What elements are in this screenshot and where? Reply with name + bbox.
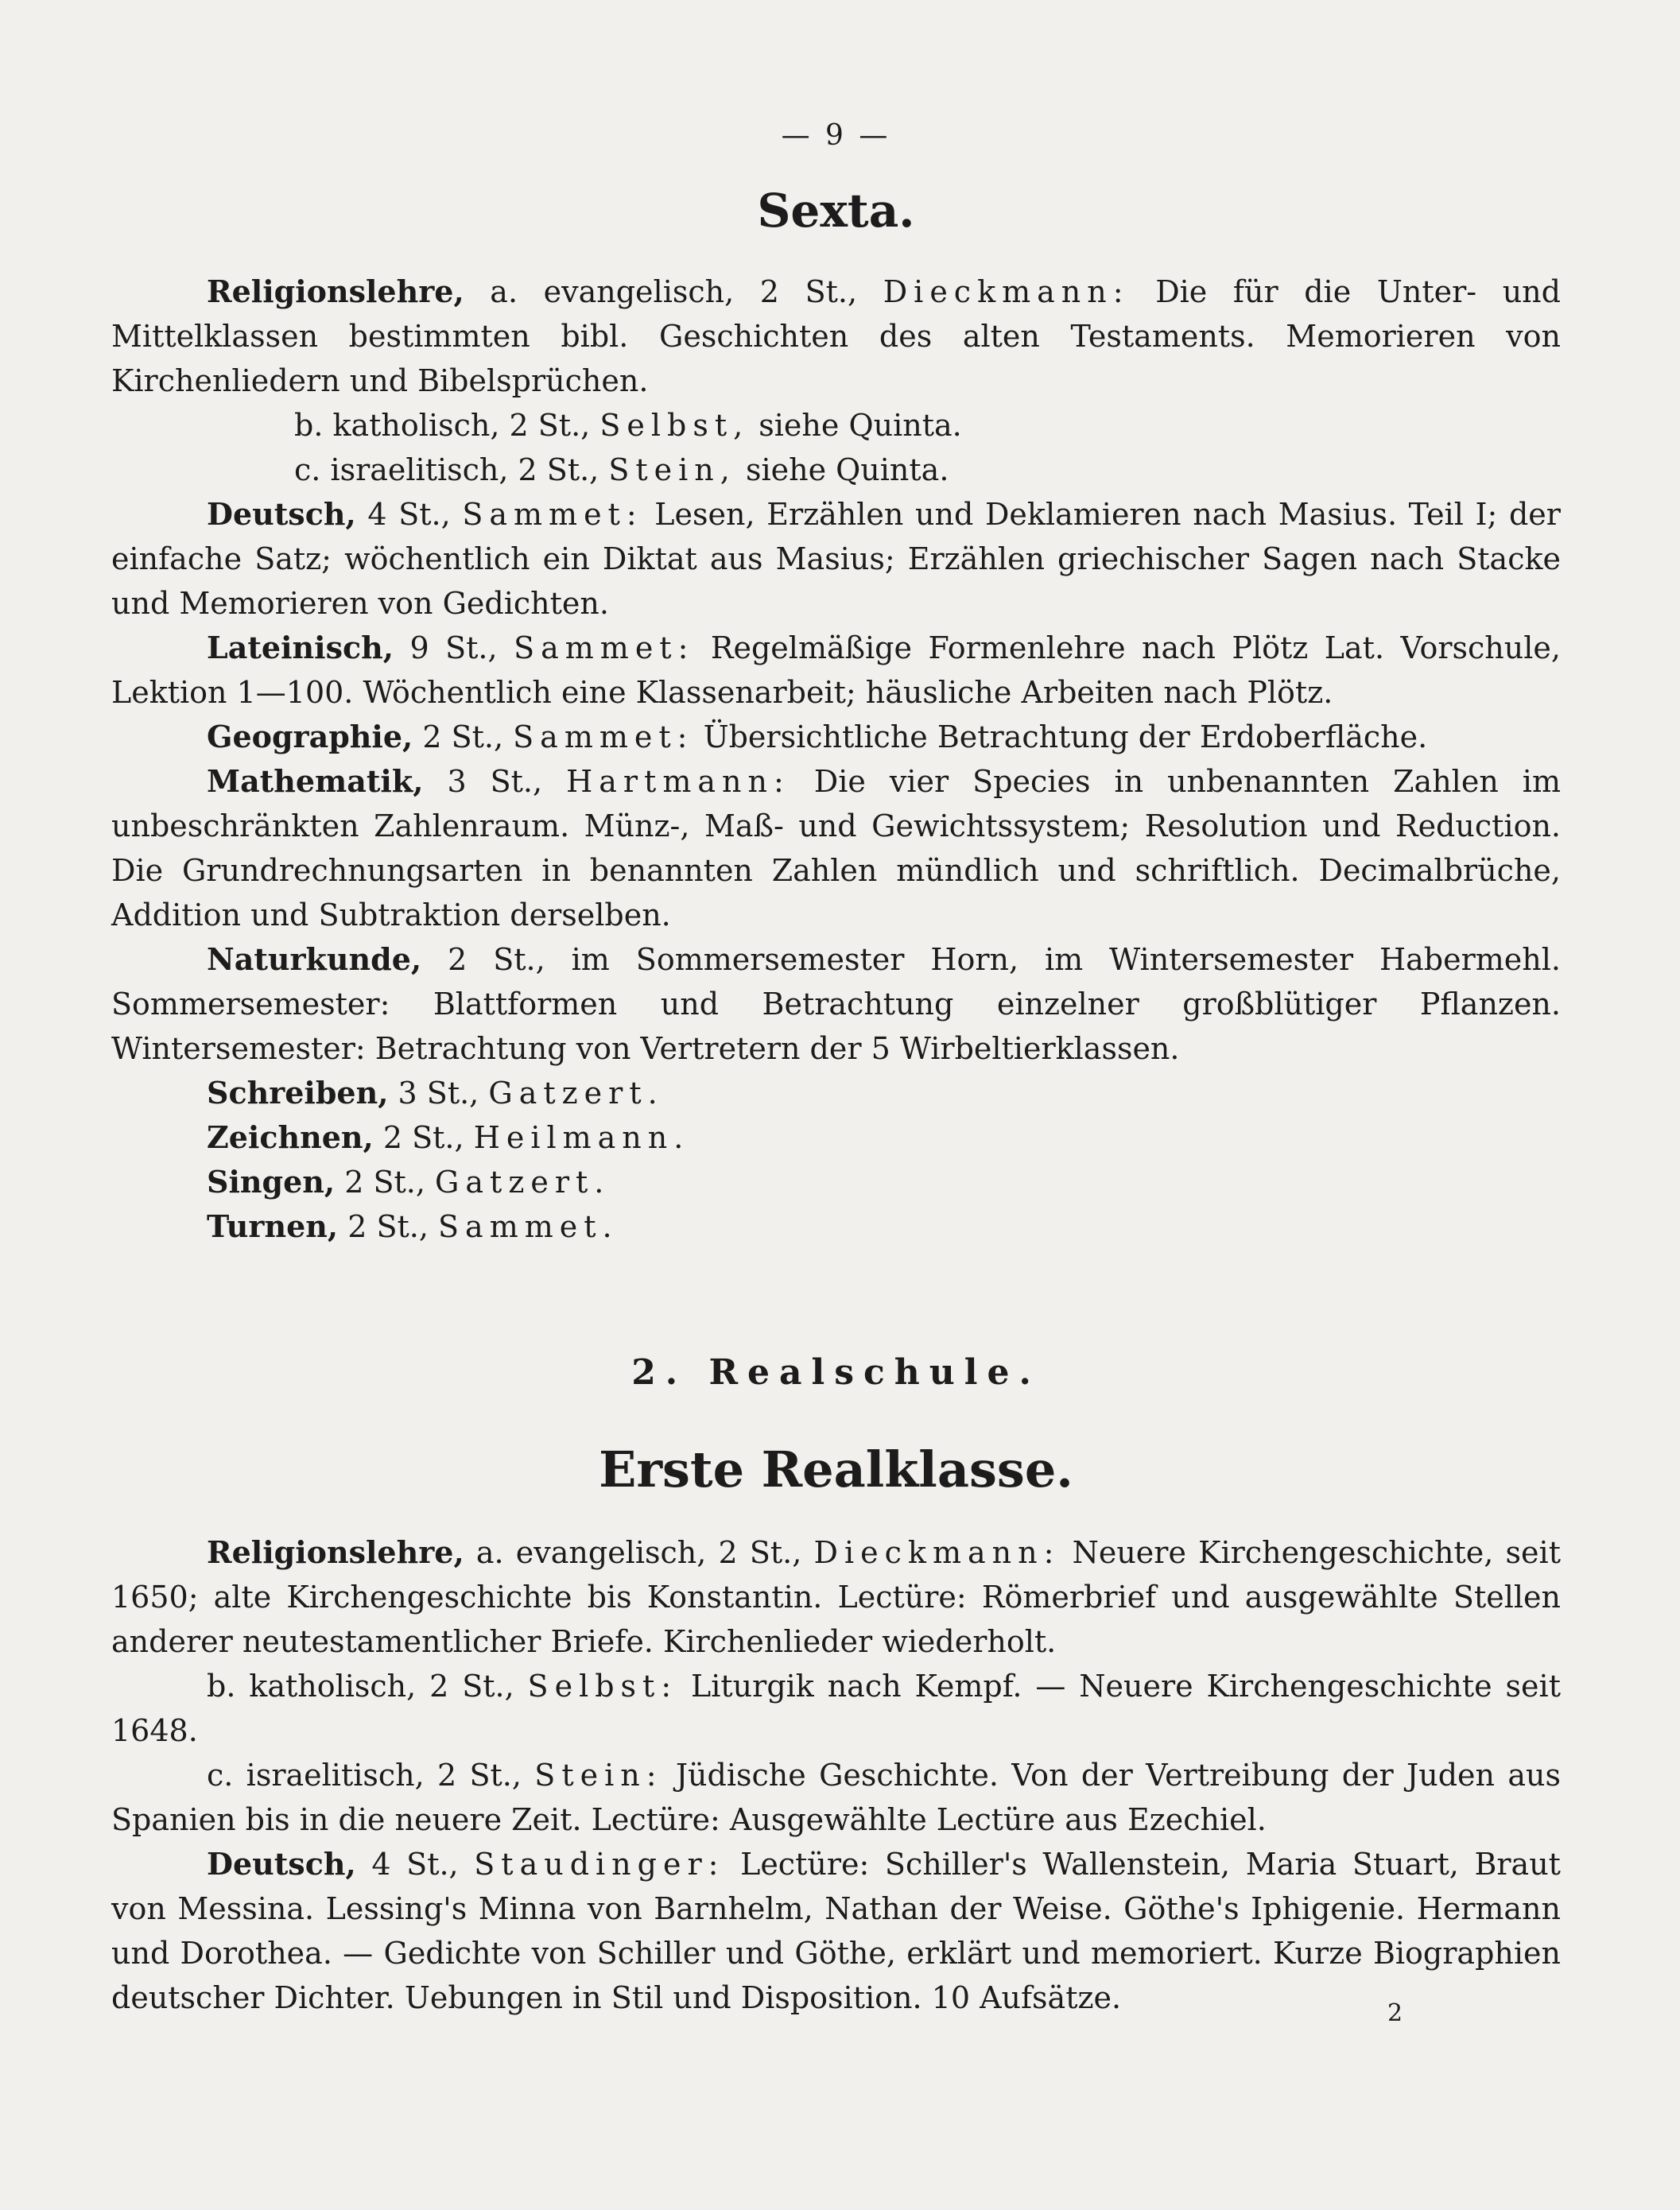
hours-label: 3 St., [398, 1076, 479, 1111]
entry-geographie [111, 715, 1561, 759]
teacher-name: Dieckmann: [883, 274, 1130, 309]
hours-label: 3 St., [447, 764, 543, 799]
teacher-name: Heilmann. [473, 1120, 690, 1155]
subject-label: Zeichnen, [207, 1119, 374, 1155]
subject-label: Singen, [207, 1164, 336, 1200]
teacher-name: Gatzert. [488, 1076, 664, 1111]
entry-schreiben [111, 1071, 1561, 1115]
teacher-name: Stein, [608, 452, 736, 487]
teacher-name: im Sommersemester Horn, im Wintersemester Habermehl. [571, 942, 1561, 977]
entry-text: Die vier Species in unbenannten Zahlen im unbeschränkten Zahlenraum. Münz-, Maß- und Gewichtssystem; Resolution und Reduction. Die Grundrechnungsarten in benannten Zahlen mündlich und schriftlich. Decimalbrüche, Addition und Subtraktion derselben. [111, 764, 1561, 932]
entry-text: Lectüre: Schiller's Wallenstein, Maria Stuart, Braut von Messina. Lessing's Minna von Barnhelm, Nathan der Weise. Göthe's Iphigenie. Hermann und Dorothea. — Gedichte von Schiller und Göthe, erklärt und memoriert. Kurze Biographien deutscher Dichter. Uebungen in Stil und Disposition. 10 Aufsätze. [111, 1847, 1561, 2015]
teacher-name: Sammet: [513, 719, 694, 754]
subject-label: Schreiben, [207, 1075, 389, 1111]
subject-label: Deutsch, [207, 1846, 356, 1882]
signature-mark: 2 [1387, 1999, 1403, 2027]
subject-label: Geographie, [207, 719, 413, 754]
teacher-name: Sammet: [514, 630, 695, 665]
entry-text: Lesen, Erzählen und Deklamieren nach Masius. Teil I; der einfache Satz; wöchentlich ein Diktat aus Masius; Erzählen griechischer Sagen nach Stacke und Memorieren von Gedichten. [111, 497, 1561, 621]
entry-mathematik [111, 759, 1561, 937]
entry-text: Übersichtliche Betrachtung der Erdoberfläche. [703, 719, 1428, 754]
entry-deutsch [111, 492, 1561, 626]
hours-label: 2 St., [422, 719, 504, 754]
subject-label: Religionslehre, [207, 1534, 464, 1570]
entry-religion-israelitisch [111, 448, 1561, 492]
entry-text: Die für die Unter- und Mittelklassen bestimmten bibl. Geschichten des alten Testaments. Memorieren von Kirchenliedern und Bibelsprüchen. [111, 274, 1561, 398]
entry-text: Regelmäßige Formenlehre nach Plötz Lat. Vorschule, Lektion 1—100. Wöchentlich eine Klassenarbeit; häusliche Arbeiten nach Plötz. [111, 630, 1561, 710]
subject-label: Mathematik, [207, 763, 424, 799]
entry-deutsch [111, 1842, 1561, 2020]
hours-label: 2 St., [448, 942, 545, 977]
variant-label: a. evangelisch, 2 St., [475, 1535, 802, 1570]
subject-label: Lateinisch, [207, 630, 394, 665]
entry-text: siehe Quinta. [745, 452, 949, 487]
entry-text: Jüdische Geschichte. Von der Vertreibung der Juden aus Spanien bis in die neuere Zeit. Lectüre: Ausgewählte Lectüre aus Ezechiel. [111, 1758, 1561, 1837]
entry-religion-evangelisch [111, 269, 1561, 403]
subject-label: Naturkunde, [207, 941, 422, 977]
hours-label: 2 St., [344, 1165, 425, 1200]
entry-zeichnen [111, 1115, 1561, 1160]
variant-label: c. israelitisch, 2 St., [294, 452, 599, 487]
hours-label: 4 St., [371, 1847, 459, 1882]
teacher-name: Hartmann: [566, 764, 790, 799]
subject-label: Turnen, [207, 1208, 339, 1244]
entry-religion-evangelisch [111, 1530, 1561, 1664]
section-title-erste-realklasse: Erste Realklasse. [599, 1440, 1073, 1499]
teacher-name: Stein: [534, 1758, 663, 1793]
teacher-name: Sammet: [462, 497, 643, 532]
hours-label: 9 St., [409, 630, 498, 665]
page-number: — 9 — [781, 119, 891, 152]
subject-label: Religionslehre, [207, 273, 464, 309]
entry-turnen [111, 1204, 1561, 1249]
section-title-sexta: Sexta. [757, 184, 915, 238]
entry-singen [111, 1160, 1561, 1204]
subject-label: Deutsch, [207, 496, 356, 532]
variant-label: b. katholisch, 2 St., [207, 1669, 514, 1704]
entry-lateinisch [111, 626, 1561, 715]
entry-text: Neuere Kirchengeschichte, seit 1650; alte Kirchengeschichte bis Konstantin. Lectüre: Römerbrief und ausgewählte Stellen anderer neutestamentlicher Briefe. Kirchenlieder wiederholt. [111, 1535, 1561, 1659]
teacher-name: Gatzert. [435, 1165, 611, 1200]
entry-religion-katholisch [111, 1664, 1561, 1753]
variant-label: c. israelitisch, 2 St., [207, 1758, 522, 1793]
teacher-name: Sammet. [438, 1209, 619, 1244]
teacher-name: Staudinger: [474, 1847, 725, 1882]
hours-label: 2 St., [382, 1120, 464, 1155]
hours-label: 4 St., [367, 497, 451, 532]
teacher-name: Selbst, [599, 408, 750, 443]
variant-label: a. evangelisch, 2 St., [490, 274, 858, 309]
entry-text: Sommersemester: Blattformen und Betrachtung einzelner großblütiger Pflanzen. Wintersemester: Betrachtung von Vertretern der 5 Wirbeltierklassen. [111, 987, 1561, 1066]
variant-label: b. katholisch, 2 St., [294, 408, 591, 443]
hours-label: 2 St., [347, 1209, 429, 1244]
teacher-name: Selbst: [527, 1669, 678, 1704]
entry-text: Liturgik nach Kempf. — Neuere Kirchengeschichte seit 1648. [111, 1669, 1561, 1748]
entry-religion-israelitisch [111, 1753, 1561, 1842]
entry-naturkunde [111, 937, 1561, 1071]
entry-text: siehe Quinta. [759, 408, 962, 443]
section-heading-realschule: 2. Realschule. [631, 1352, 1041, 1393]
entry-religion-katholisch [111, 403, 1561, 448]
teacher-name: Dieckmann: [813, 1535, 1061, 1570]
